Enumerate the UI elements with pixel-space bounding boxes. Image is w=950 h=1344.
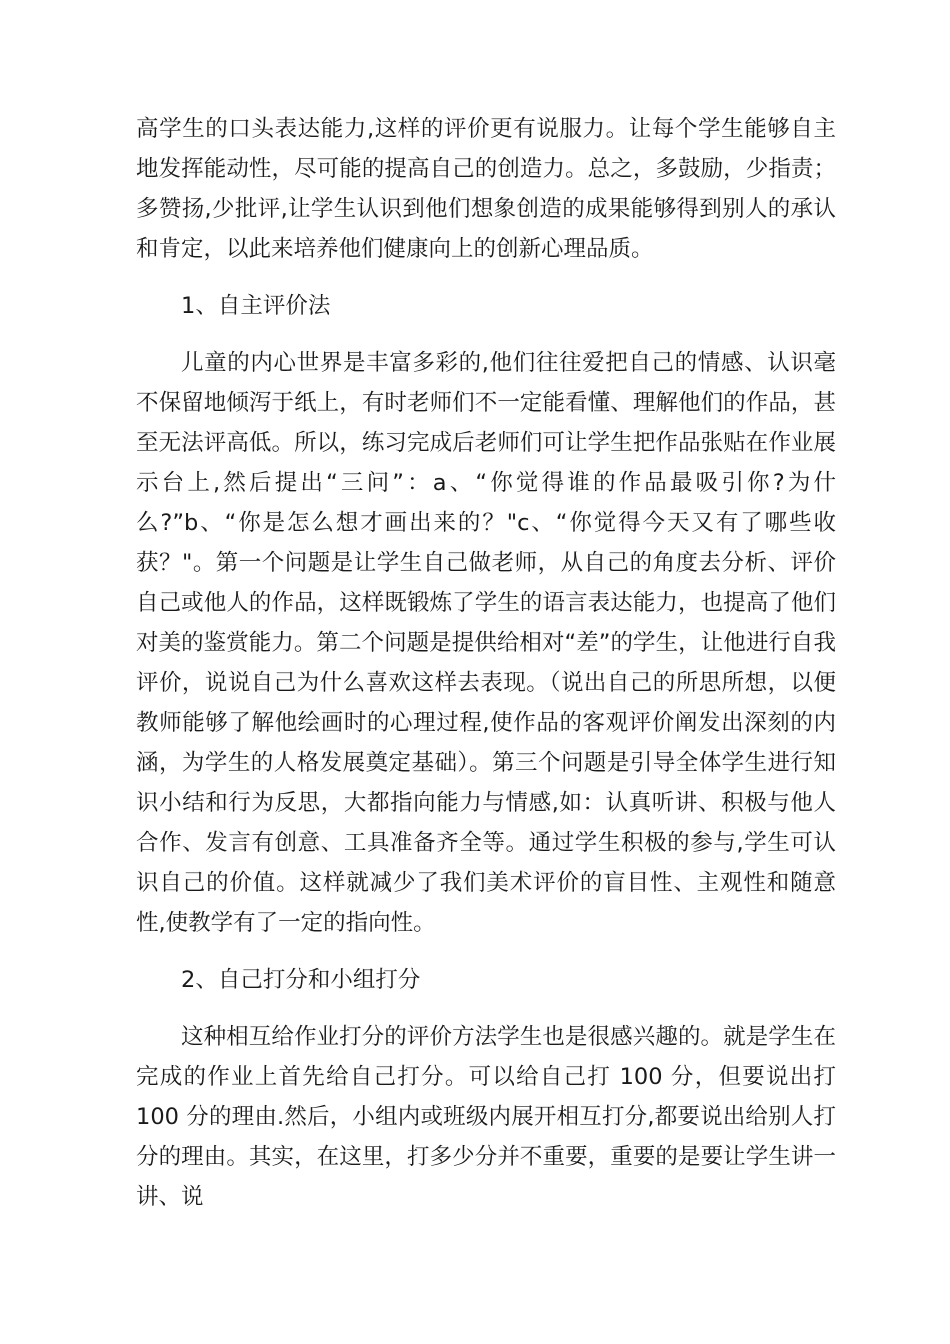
body-paragraph: 这种相互给作业打分的评价方法学生也是很感兴趣的。就是学生在完成的作业上首先给自己打分。可以给自己打 100 分，但要说出打 100 分的理由.然后，小组内或班级内展开相互打分,都要说出给别人打分的理由。其实，在这里，打多少分并不重要，重要的是要让学生讲一讲、说	[136, 1024, 836, 1210]
section-heading: 1、自主评价法	[181, 293, 331, 319]
section-heading: 2、自己打分和小组打分	[181, 967, 421, 993]
body-paragraph: 儿童的内心世界是丰富多彩的,他们往往爱把自己的情感、认识毫不保留地倾泻于纸上，有时老师们不一定能看懂、理解他们的作品，甚至无法评高低。所以，练习完成后老师们可让学生把作品张贴在作业展示台上,然后提出“三问”：a、“你觉得谁的作品最吸引你?为什么?”b、“你是怎么想才画出来的？"c、“你觉得今天又有了哪些收获？"。第一个问题是让学生自己做老师，从自己的角度去分析、评价自己或他人的作品，这样既锻炼了学生的语言表达能力，也提高了他们对美的鉴赏能力。第二个问题是提供给相对“差”的学生，让他进行自我评价，说说自己为什么喜欢这样去表现。（说出自己的所思所想，以便教师能够了解他绘画时的心理过程,使作品的客观评价阐发出深刻的内涵，为学生的人格发展奠定基础）。第三个问题是引导全体学生进行知识小结和行为反思，大都指向能力与情感,如：认真听讲、积极与他人合作、发言有创意、工具准备齐全等。通过学生积极的参与,学生可认识自己的价值。这样就减少了我们美术评价的盲目性、主观性和随意性,使教学有了一定的指向性。	[136, 350, 836, 936]
body-paragraph: 高学生的口头表达能力,这样的评价更有说服力。让每个学生能够自主地发挥能动性，尽可能的提高自己的创造力。总之，多鼓励，少指责；多赞扬,少批评,让学生认识到他们想象创造的成果能够得到别人的承认和肯定，以此来培养他们健康向上的创新心理品质。	[136, 116, 836, 262]
document-page	[136, 109, 836, 1217]
